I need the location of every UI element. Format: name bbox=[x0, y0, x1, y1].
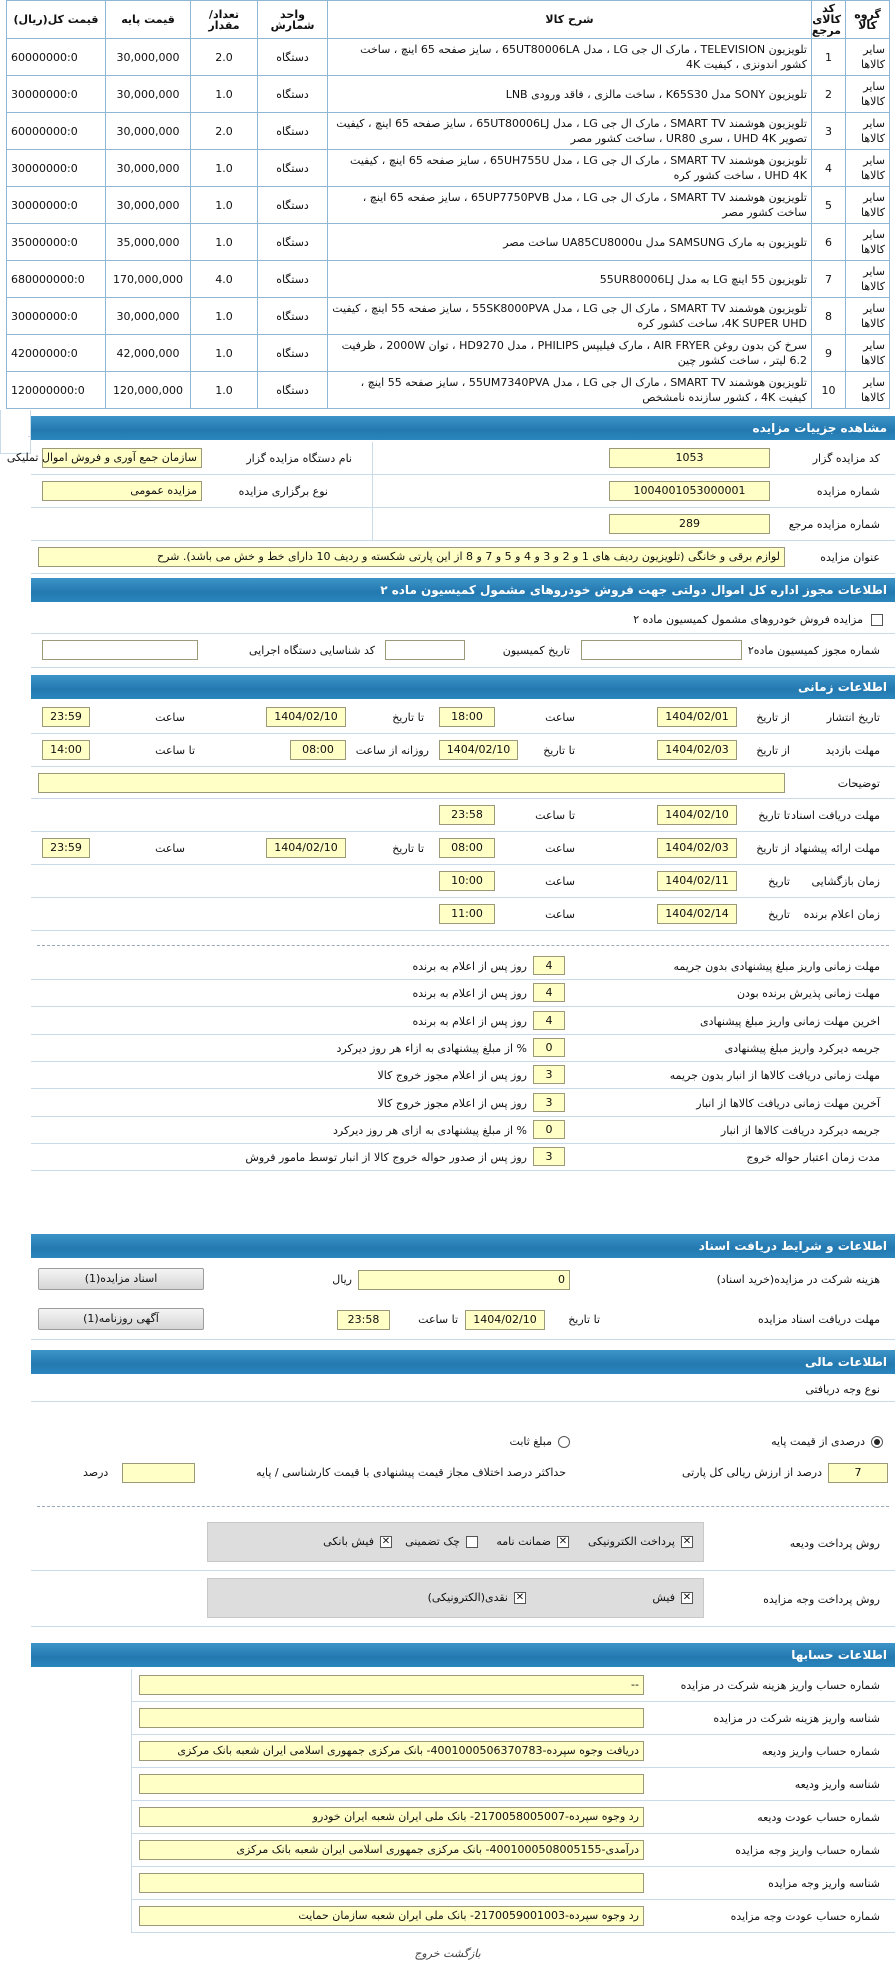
cash-label: نقدی(الکترونیکی) bbox=[427, 1591, 508, 1604]
timing-divider bbox=[37, 945, 889, 946]
docs-fee-row bbox=[31, 1260, 895, 1300]
publish-to-time[interactable]: 23:59 bbox=[42, 707, 90, 727]
deadline-value[interactable]: 0 bbox=[533, 1038, 565, 1057]
opening-date-label: تاریخ bbox=[768, 875, 790, 888]
deadline-label: جریمه دیرکرد دریافت کالاها از انبار bbox=[720, 1123, 880, 1137]
docs-detail-to-label: تا تاریخ bbox=[568, 1313, 600, 1326]
deadline-row bbox=[31, 1062, 895, 1089]
visit-to-label: تا تاریخ bbox=[543, 744, 575, 757]
winner-label: زمان اعلام برنده bbox=[803, 908, 880, 921]
financial-divider bbox=[37, 1506, 889, 1507]
cash-checkbox[interactable]: ✕ bbox=[515, 1592, 525, 1603]
item-total-price: 680000000:0 bbox=[7, 261, 106, 298]
col-unit-header: واحد شمارش bbox=[258, 1, 328, 39]
offer-to-hour-label: ساعت bbox=[155, 842, 185, 855]
description-field[interactable] bbox=[38, 773, 785, 793]
deposit-method-row bbox=[31, 1515, 895, 1571]
item-code: 2 bbox=[812, 76, 846, 113]
deadline-suffix: روز پس از اعلام به برنده bbox=[412, 960, 527, 973]
account-row bbox=[131, 1867, 895, 1900]
back-link[interactable]: بازگشت bbox=[443, 1947, 481, 1960]
deadline-value[interactable]: 4 bbox=[533, 983, 565, 1002]
offer-row bbox=[31, 832, 895, 865]
item-unit: دستگاه bbox=[258, 261, 328, 298]
table-row bbox=[7, 298, 890, 335]
offer-from-date[interactable]: 1404/02/03 bbox=[657, 838, 737, 858]
item-qty: 1.0 bbox=[191, 298, 258, 335]
item-group: سایر کالاها bbox=[846, 261, 890, 298]
max-diff-unit: درصد bbox=[83, 1466, 109, 1479]
auction-type-field[interactable]: مزایده عمومی bbox=[42, 481, 202, 501]
ref-number-label: شماره مزایده مرجع bbox=[788, 518, 880, 531]
item-unit: دستگاه bbox=[258, 113, 328, 150]
deadline-label: مدت زمان اعتبار حواله خروج bbox=[746, 1151, 880, 1165]
deadline-label: جریمه دیرکرد واریز مبلغ پیشنهادی bbox=[724, 1041, 880, 1055]
docs-deadline-detail-row bbox=[31, 1300, 895, 1340]
commission-checkbox-label: مزایده فروش خودروهای مشمول کمیسیون ماده ۲ bbox=[633, 613, 863, 626]
account-row bbox=[131, 1900, 895, 1933]
item-unit: دستگاه bbox=[258, 187, 328, 224]
account-row bbox=[131, 1801, 895, 1834]
col-group-header: گروه کالا bbox=[846, 1, 890, 39]
item-group: سایر کالاها bbox=[846, 39, 890, 76]
opening-hour-label: ساعت bbox=[545, 875, 575, 888]
account-row bbox=[131, 1768, 895, 1801]
account-value[interactable]: درآمدی-4001000508005155- بانک مرکزی جمهوری اسلامی ایران شعبه بانک مرکزی bbox=[139, 1840, 644, 1860]
item-base-price: 30,000,000 bbox=[106, 187, 191, 224]
item-base-price: 170,000,000 bbox=[106, 261, 191, 298]
publish-label: تاریخ انتشار bbox=[826, 711, 880, 724]
deadline-suffix: روز پس از اعلام به برنده bbox=[412, 987, 527, 1001]
percent-suffix: درصد از ارزش ریالی کل پارتی bbox=[681, 1466, 822, 1479]
item-total-price: 30000000:0 bbox=[7, 187, 106, 224]
item-description: تلویزیون هوشمند SMART TV ، مارک ال جی LG ، مدل 65UH755U ، سایز صفحه 65 اینچ ، کیفیت UHD 4K ، ساخت کشور کره bbox=[328, 150, 812, 187]
percent-radio-label: درصدی از قیمت پایه bbox=[771, 1435, 865, 1448]
fixed-radio[interactable] bbox=[558, 1436, 570, 1448]
item-base-price: 30,000,000 bbox=[106, 150, 191, 187]
bank-receipt-checkbox[interactable]: ✕ bbox=[381, 1536, 391, 1547]
table-row bbox=[7, 150, 890, 187]
description-label: توضیحات bbox=[837, 777, 880, 790]
visit-daily-to[interactable]: 14:00 bbox=[42, 740, 90, 760]
item-qty: 1.0 bbox=[191, 335, 258, 372]
item-description: تلویزیون SONY مدل K65S30 ، ساخت مالزی ، فاقد ورودی LNB bbox=[328, 76, 812, 113]
visit-to-date[interactable]: 1404/02/10 bbox=[439, 740, 518, 760]
auction-type-label: نوع برگزاری مزایده bbox=[238, 485, 328, 498]
account-label: شماره حساب واریز وجه مزایده bbox=[735, 1844, 880, 1857]
account-value[interactable] bbox=[139, 1774, 644, 1794]
item-unit: دستگاه bbox=[258, 298, 328, 335]
item-qty: 1.0 bbox=[191, 224, 258, 261]
item-group: سایر کالاها bbox=[846, 335, 890, 372]
publish-from-time[interactable]: 18:00 bbox=[439, 707, 495, 727]
items-header-row bbox=[7, 1, 890, 39]
item-total-price: 60000000:0 bbox=[7, 113, 106, 150]
visit-daily-from[interactable]: 08:00 bbox=[290, 740, 346, 760]
fixed-radio-label: مبلغ ثابت bbox=[509, 1435, 552, 1448]
deadline-row bbox=[31, 953, 895, 980]
winner-time[interactable]: 11:00 bbox=[439, 904, 495, 924]
deadline-value[interactable]: 4 bbox=[533, 1011, 565, 1030]
visit-from-date[interactable]: 1404/02/03 bbox=[657, 740, 737, 760]
publish-from-hour-label: ساعت bbox=[545, 711, 575, 724]
commission-section-header: اطلاعات مجوز اداره کل اموال دولتی جهت فروش خودروهای مشمول کمیسیون ماده ۲ bbox=[31, 578, 895, 602]
details-row-3 bbox=[31, 508, 895, 541]
cheque-checkbox[interactable] bbox=[466, 1536, 478, 1548]
deadline-label: مهلت زمانی دریافت کالاها از انبار بدون جریمه bbox=[669, 1069, 880, 1083]
item-group: سایر کالاها bbox=[846, 298, 890, 335]
docs-detail-to-date[interactable]: 1404/02/10 bbox=[465, 1310, 545, 1330]
exit-link[interactable]: خروج bbox=[414, 1947, 440, 1960]
publish-to-date[interactable]: 1404/02/10 bbox=[266, 707, 346, 727]
item-description: سرخ کن بدون روغن AIR FRYER ، مارک فیلیپس PHILIPS ، مدل HD9270 ، توان 2000W ، ظرفیت 6.2 لیتر ، ساخت کشور چین bbox=[328, 335, 812, 372]
item-qty: 4.0 bbox=[191, 261, 258, 298]
commission-row-1 bbox=[31, 604, 895, 634]
permit-number-field[interactable] bbox=[581, 640, 742, 660]
offer-from-hour-label: ساعت bbox=[545, 842, 575, 855]
publish-row bbox=[31, 701, 895, 734]
commission-row-2 bbox=[31, 634, 895, 668]
table-row bbox=[7, 76, 890, 113]
deposit-method-label: روش پرداخت ودیعه bbox=[789, 1537, 880, 1550]
deadline-value[interactable]: 3 bbox=[533, 1065, 565, 1084]
auction-number-field[interactable]: 1004001053000001 bbox=[609, 481, 770, 501]
details-row-2 bbox=[31, 475, 895, 508]
deadline-label: آخرین مهلت زمانی دریافت کالاها از انبار bbox=[696, 1096, 880, 1110]
description-row bbox=[31, 767, 895, 799]
item-qty: 1.0 bbox=[191, 150, 258, 187]
docs-section-header: اطلاعات و شرایط دریافت اسناد bbox=[31, 1234, 895, 1258]
item-base-price: 30,000,000 bbox=[106, 113, 191, 150]
footer-links bbox=[0, 1947, 895, 1960]
auctioneer-label: نام دستگاه مزایده گزار bbox=[246, 452, 352, 465]
newspaper-ad-button[interactable]: آگهی روزنامه(1) bbox=[38, 1308, 204, 1330]
financial-section-header: اطلاعات مالی bbox=[31, 1350, 895, 1374]
executive-id-field[interactable] bbox=[42, 640, 198, 660]
item-description: تلویزیون هوشمند SMART TV ، مارک ال جی LG ، مدل 55UM7340PVA ، سایز صفحه 55 اینچ ، کیفیت 4K ، کشور سازنده نامشخص bbox=[328, 372, 812, 409]
col-desc-header: شرح کالا bbox=[328, 1, 812, 39]
opening-date[interactable]: 1404/02/11 bbox=[657, 871, 737, 891]
item-total-price: 42000000:0 bbox=[7, 335, 106, 372]
offer-to-date[interactable]: 1404/02/10 bbox=[266, 838, 346, 858]
item-code: 4 bbox=[812, 150, 846, 187]
opening-row bbox=[31, 865, 895, 898]
table-row bbox=[7, 335, 890, 372]
deadline-suffix: % از مبلغ پیشنهادی به ازای هر روز دیرکرد bbox=[333, 1123, 527, 1137]
item-code: 8 bbox=[812, 298, 846, 335]
table-row bbox=[7, 224, 890, 261]
commission-date-label: تاریخ کمیسیون bbox=[502, 644, 570, 657]
deadline-value[interactable]: 3 bbox=[533, 1147, 565, 1166]
deadline-row bbox=[31, 1144, 895, 1171]
col-qty-header: تعداد/مقدار bbox=[191, 1, 258, 39]
item-base-price: 30,000,000 bbox=[106, 298, 191, 335]
item-unit: دستگاه bbox=[258, 76, 328, 113]
table-row bbox=[7, 261, 890, 298]
item-total-price: 30000000:0 bbox=[7, 298, 106, 335]
accounts-section-header: اطلاعات حسابها bbox=[31, 1643, 895, 1667]
table-row bbox=[7, 113, 890, 150]
account-row bbox=[131, 1702, 895, 1735]
opening-time[interactable]: 10:00 bbox=[439, 871, 495, 891]
offer-to-label: تا تاریخ bbox=[392, 842, 424, 855]
guarantee-label: ضمانت نامه bbox=[496, 1535, 551, 1548]
executive-id-label: کد شناسایی دستگاه اجرایی bbox=[248, 644, 375, 657]
table-scroll-corner bbox=[0, 410, 31, 454]
item-code: 10 bbox=[812, 372, 846, 409]
item-code: 7 bbox=[812, 261, 846, 298]
account-label: شناسه واریز ودیعه bbox=[794, 1778, 880, 1791]
bank-receipt-label: فیش بانکی bbox=[323, 1535, 374, 1548]
deadline-suffix: روز پس از صدور حواله خروج کالا از انبار توسط مامور فروش bbox=[245, 1151, 527, 1165]
deadline-suffix: % از مبلغ پیشنهادی به ازاء هر روز دیرکرد bbox=[336, 1041, 527, 1055]
item-unit: دستگاه bbox=[258, 335, 328, 372]
details-row-1 bbox=[6, 442, 895, 475]
subject-label: عنوان مزایده bbox=[820, 551, 880, 564]
item-code: 6 bbox=[812, 224, 846, 261]
deadline-value[interactable]: 0 bbox=[533, 1120, 565, 1139]
item-group: سایر کالاها bbox=[846, 113, 890, 150]
deadline-suffix: روز پس از اعلام مجوز خروج کالا bbox=[377, 1096, 527, 1110]
item-description: تلویزیون هوشمند SMART TV ، مارک ال جی LG ، مدل 65UT80006LJ ، سایز صفحه 65 اینچ ، کیفیت تصویر UHD 4K ، سری UR80 ، ساخت کشور مصر bbox=[328, 113, 812, 150]
auction-docs-button[interactable]: اسناد مزایده(1) bbox=[38, 1268, 204, 1290]
item-total-price: 35000000:0 bbox=[7, 224, 106, 261]
permit-number-label: شماره مجوز کمیسیون ماده۲ bbox=[747, 644, 880, 657]
item-qty: 1.0 bbox=[191, 76, 258, 113]
opening-label: زمان بازگشایی bbox=[811, 875, 880, 888]
max-diff-field[interactable] bbox=[122, 1463, 195, 1483]
item-unit: دستگاه bbox=[258, 372, 328, 409]
docs-detail-to-time-label: تا ساعت bbox=[418, 1313, 458, 1326]
account-value[interactable]: رد وجوه سپرده-2170058005007- بانک ملی ایران شعبه ایران خودرو bbox=[139, 1807, 644, 1827]
deadline-row bbox=[31, 1035, 895, 1062]
item-qty: 1.0 bbox=[191, 372, 258, 409]
details-section-header: مشاهده جزییات مزایده bbox=[31, 416, 895, 440]
auction-code-field[interactable]: 1053 bbox=[609, 448, 770, 468]
item-code: 3 bbox=[812, 113, 846, 150]
col-total-header: قیمت کل(ریال) bbox=[7, 1, 106, 39]
deadline-row bbox=[31, 1117, 895, 1144]
account-value[interactable]: دریافت وجوه سپرده-4001000506370783- بانک مرکزی جمهوری اسلامی ایران شعبه بانک مرکزی bbox=[139, 1741, 644, 1761]
publish-to-hour-label: ساعت bbox=[155, 711, 185, 724]
receipt-label: فیش bbox=[652, 1591, 675, 1604]
guarantee-checkbox[interactable]: ✕ bbox=[558, 1536, 568, 1547]
account-row bbox=[131, 1669, 895, 1702]
item-base-price: 120,000,000 bbox=[106, 372, 191, 409]
payment-method-row bbox=[31, 1571, 895, 1627]
docs-detail-to-time[interactable]: 23:58 bbox=[337, 1310, 390, 1330]
table-row bbox=[7, 187, 890, 224]
winner-date-label: تاریخ bbox=[768, 908, 790, 921]
deadline-suffix: روز پس از اعلام مجوز خروج کالا bbox=[377, 1069, 527, 1083]
publish-to-label: تا تاریخ bbox=[392, 711, 424, 724]
publish-from-label: از تاریخ bbox=[756, 711, 790, 724]
account-label: شناسه واریز وجه مزایده bbox=[768, 1877, 880, 1890]
account-label: شماره حساب عودت وجه مزایده bbox=[730, 1910, 880, 1923]
percent-row bbox=[31, 1458, 895, 1490]
item-group: سایر کالاها bbox=[846, 76, 890, 113]
item-group: سایر کالاها bbox=[846, 224, 890, 261]
publish-from-date[interactable]: 1404/02/01 bbox=[657, 707, 737, 727]
docs-fee-unit: ریال bbox=[332, 1273, 352, 1286]
cheque-label: چک تضمینی bbox=[405, 1535, 460, 1548]
auction-code-label: کد مزایده گزار bbox=[812, 452, 880, 465]
auction-number-label: شماره مزایده bbox=[816, 485, 880, 498]
table-row bbox=[7, 372, 890, 409]
docs-deadline-detail-label: مهلت دریافت اسناد مزایده bbox=[757, 1313, 880, 1326]
table-row bbox=[7, 39, 890, 76]
col-code-header: کد کالای مرجع bbox=[812, 1, 846, 39]
item-qty: 2.0 bbox=[191, 39, 258, 76]
item-code: 9 bbox=[812, 335, 846, 372]
item-group: سایر کالاها bbox=[846, 150, 890, 187]
item-base-price: 42,000,000 bbox=[106, 335, 191, 372]
timing-section-header: اطلاعات زمانی bbox=[31, 675, 895, 699]
deadline-row bbox=[31, 980, 895, 1007]
deadline-label: مهلت زمانی پذیرش برنده بودن bbox=[736, 987, 880, 1001]
deposit-options-row bbox=[31, 1428, 895, 1458]
offer-label: مهلت ارائه پیشنهاد bbox=[794, 842, 880, 855]
visit-from-label: از تاریخ bbox=[756, 744, 790, 757]
item-description: تلویزیون هوشمند SMART TV ، مارک ال جی LG ، مدل 55SK8000PVA ، سایز صفحه 55 اینچ ، کیفیت 4K SUPER UHD، ساخت کشور کره bbox=[328, 298, 812, 335]
item-qty: 1.0 bbox=[191, 187, 258, 224]
percent-radio[interactable] bbox=[871, 1436, 883, 1448]
winner-hour-label: ساعت bbox=[545, 908, 575, 921]
item-code: 1 bbox=[812, 39, 846, 76]
col-base-header: قیمت پایه bbox=[106, 1, 191, 39]
subject-field[interactable]: لوازم برقی و خانگی (تلویزیون ردیف های 1 و 2 و 3 و 4 و 5 و 7 و 8 از این پارتی شکسته و ردیف 10 دارای خط و خش می باشد). شرح bbox=[38, 547, 785, 567]
items-table bbox=[6, 0, 890, 409]
max-diff-label: حداکثر درصد اختلاف مجاز قیمت پیشنهادی با قیمت کارشناسی / پایه bbox=[256, 1466, 566, 1479]
item-description: تلویزیون TELEVISION ، مارک ال جی LG ، مدل 65UT80006LA ، سایز صفحه 65 اینچ ، ساخت کشور اندونزی ، کیفیت 4K bbox=[328, 39, 812, 76]
deadline-row bbox=[31, 1090, 895, 1117]
account-label: شماره حساب واریز ودیعه bbox=[761, 1745, 880, 1758]
account-label: شماره حساب عودت ودیعه bbox=[757, 1811, 880, 1824]
docs-to-date[interactable]: 1404/02/10 bbox=[657, 805, 737, 825]
item-base-price: 30,000,000 bbox=[106, 76, 191, 113]
electronic-payment-label: پرداخت الکترونیکی bbox=[588, 1535, 675, 1548]
item-unit: دستگاه bbox=[258, 224, 328, 261]
deposit-type-label: نوع وجه دریافتی bbox=[805, 1383, 880, 1396]
offer-from-time[interactable]: 08:00 bbox=[439, 838, 495, 858]
visit-daily-label: روزانه از ساعت bbox=[355, 744, 429, 757]
deadline-value[interactable]: 3 bbox=[533, 1093, 565, 1112]
item-qty: 2.0 bbox=[191, 113, 258, 150]
offer-to-time[interactable]: 23:59 bbox=[42, 838, 90, 858]
account-value[interactable]: رد وجوه سپرده-2170059001003- بانک ملی ایران شعبه سازمان حمایت bbox=[139, 1906, 644, 1926]
account-value[interactable]: -- bbox=[139, 1675, 644, 1695]
ref-number-field[interactable]: 289 bbox=[609, 514, 770, 534]
docs-fee-label: هزینه شرکت در مزایده(خرید اسناد) bbox=[716, 1273, 880, 1286]
account-row bbox=[131, 1735, 895, 1768]
deadline-value[interactable]: 4 bbox=[533, 956, 565, 975]
visit-daily-to-label: تا ساعت bbox=[155, 744, 195, 757]
docs-deadline-row bbox=[31, 799, 895, 832]
commission-checkbox[interactable] bbox=[871, 614, 883, 626]
winner-row bbox=[31, 898, 895, 931]
deposit-type-row bbox=[31, 1376, 895, 1402]
item-group: سایر کالاها bbox=[846, 372, 890, 409]
account-label: شماره حساب واریز هزینه شرکت در مزایده bbox=[680, 1679, 880, 1692]
item-total-price: 30000000:0 bbox=[7, 76, 106, 113]
item-description: تلویزیون هوشمند SMART TV ، مارک ال جی LG ، مدل 65UP7750PVB ، سایز صفحه 65 اینچ ، ساخت کشور مصر bbox=[328, 187, 812, 224]
account-value[interactable] bbox=[139, 1708, 644, 1728]
payment-method-label: روش پرداخت وجه مزایده bbox=[763, 1593, 880, 1606]
account-label: شناسه واریز هزینه شرکت در مزایده bbox=[713, 1712, 880, 1725]
receipt-checkbox[interactable]: ✕ bbox=[682, 1592, 692, 1603]
item-description: تلویزیون 55 اینچ LG به مدل 55UR80006LJ bbox=[328, 261, 812, 298]
item-total-price: 120000000:0 bbox=[7, 372, 106, 409]
item-code: 5 bbox=[812, 187, 846, 224]
commission-date-field[interactable] bbox=[385, 640, 465, 660]
details-row-4 bbox=[31, 541, 895, 574]
docs-to-time[interactable]: 23:58 bbox=[439, 805, 495, 825]
docs-fee-field[interactable]: 0 bbox=[358, 1270, 570, 1290]
item-base-price: 30,000,000 bbox=[106, 39, 191, 76]
deposit-method-box bbox=[207, 1522, 704, 1562]
docs-to-hour-label: تا ساعت bbox=[535, 809, 575, 822]
account-value[interactable] bbox=[139, 1873, 644, 1893]
deadline-suffix: روز پس از اعلام به برنده bbox=[412, 1014, 527, 1028]
visit-row bbox=[31, 734, 895, 767]
deadline-label: مهلت زمانی واریز مبلغ پیشنهادی بدون جریمه bbox=[673, 960, 880, 973]
item-group: سایر کالاها bbox=[846, 187, 890, 224]
visit-label: مهلت بازدید bbox=[825, 744, 880, 757]
item-total-price: 60000000:0 bbox=[7, 39, 106, 76]
item-unit: دستگاه bbox=[258, 39, 328, 76]
percent-field[interactable]: 7 bbox=[828, 1463, 888, 1483]
item-base-price: 35,000,000 bbox=[106, 224, 191, 261]
winner-date[interactable]: 1404/02/14 bbox=[657, 904, 737, 924]
item-unit: دستگاه bbox=[258, 150, 328, 187]
payment-method-box bbox=[207, 1578, 704, 1618]
docs-to-label: تا تاریخ bbox=[758, 809, 790, 822]
docs-deadline-label: مهلت دریافت اسناد bbox=[791, 809, 880, 822]
item-total-price: 30000000:0 bbox=[7, 150, 106, 187]
auctioneer-field[interactable]: سازمان جمع آوری و فروش اموال تملیکی bbox=[42, 448, 202, 468]
offer-from-label: از تاریخ bbox=[756, 842, 790, 855]
item-description: تلویزیون به مارک SAMSUNG مدل UA85CU8000u ساخت مصر bbox=[328, 224, 812, 261]
deadline-label: اخرین مهلت زمانی واریز مبلغ پیشنهادی bbox=[700, 1014, 880, 1028]
deadline-row bbox=[31, 1008, 895, 1035]
account-row bbox=[131, 1834, 895, 1867]
electronic-payment-checkbox[interactable]: ✕ bbox=[682, 1536, 692, 1547]
